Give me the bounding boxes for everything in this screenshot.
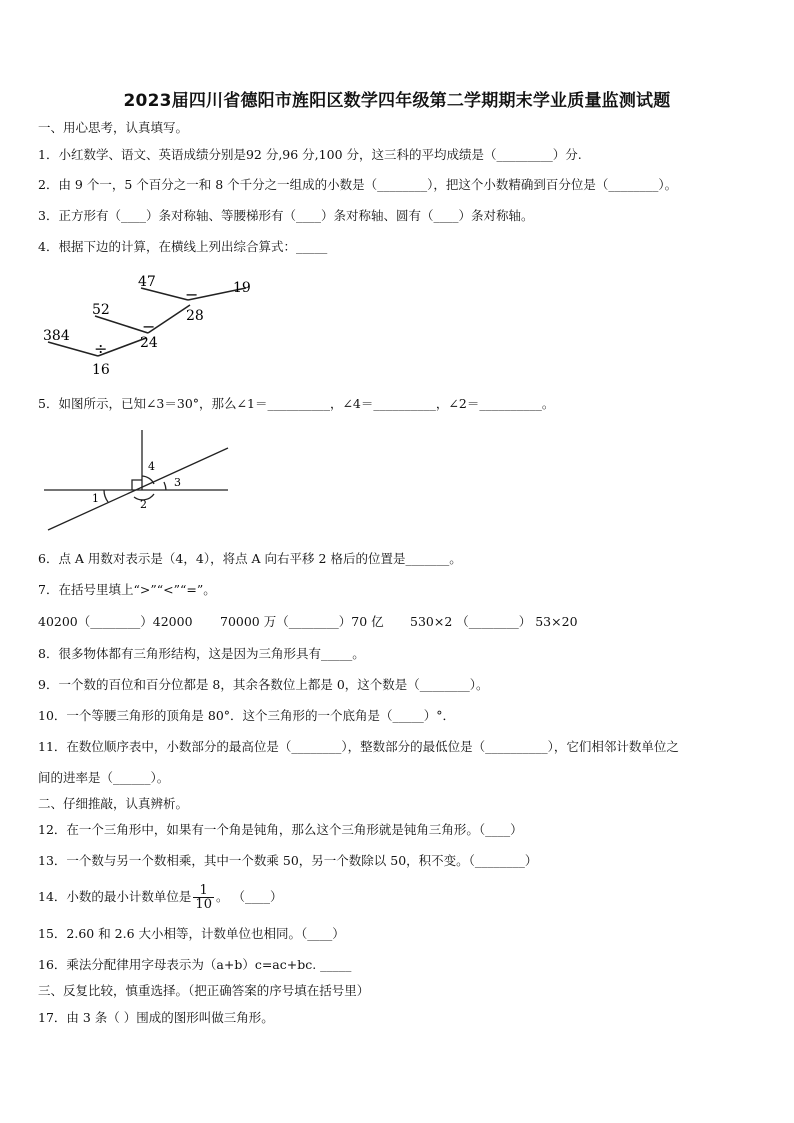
number-28: 28 [186,308,204,324]
number-16: 16 [92,362,110,378]
number-19: 19 [233,280,251,296]
question-10: 10．一个等腰三角形的顶角是 80°．这个三角形的一个底角是（_____）°． [38,708,456,723]
number-47: 47 [138,274,156,290]
question-5: 5．如图所示，已知∠3＝30°，那么∠1＝__________，∠4＝__________，∠2＝__________。 [38,396,555,411]
question-13: 13．一个数与另一个数相乘，其中一个数乘 50，另一个数除以 50，积不变。（________） [38,853,538,868]
question-16: 16．乘法分配律用字母表示为（a+b）c=ac+bc. _____ [38,957,352,972]
question-17: 17．由 3 条（ ）围成的图形叫做三角形。 [38,1010,274,1025]
question-1: 1．小红数学、语文、英语成绩分别是92 分,96 分,100 分，这三科的平均成绩是（_________）分. [38,147,582,162]
number-52: 52 [92,302,110,318]
fraction-numerator: 1 [193,884,214,898]
angle-1-arc [104,490,108,502]
question-14 [38,880,282,914]
page-title: 2023届四川省德阳市旌阳区数学四年级第二学期期末学业质量监测试题 [123,91,671,111]
question-3: 3．正方形有（____）条对称轴、等腰梯形有（____）条对称轴、圆有（____）条对称轴。 [38,208,534,223]
minus-sign-1: − [185,285,199,304]
angle-2-label: 2 [140,498,147,511]
divide-sign: ÷ [94,339,108,358]
minus-sign-2: − [142,317,156,336]
question-7-part-c: 530×2 （________） 53×20 [410,614,578,629]
question-9: 9．一个数的百位和百分位都是 8，其余各数位上都是 0，这个数是（________）。 [38,677,489,692]
question-8: 8．很多物体都有三角形结构，这是因为三角形具有_____。 [38,646,365,661]
fraction-one-tenth [193,884,214,911]
question-12: 12．在一个三角形中，如果有一个角是钝角，那么这个三角形就是钝角三角形。（____） [38,822,523,837]
angle-3-arc [164,482,166,490]
section-2-heading: 二、仔细推敲，认真辨析。 [38,796,189,811]
section-1-heading: 一、用心思考，认真填写。 [38,120,189,135]
question-11-line-1: 11．在数位顺序表中，小数部分的最高位是（________），整数部分的最低位是（__________），它们相邻计数单位之 [38,739,679,754]
question-11-line-2: 间的进率是（______）。 [38,770,170,785]
angle-diagram [38,426,238,536]
question-14-answer: 。 （____） [215,889,283,904]
line-52 [95,316,148,333]
number-384: 384 [43,328,70,344]
question-7: 7．在括号里填上“>”“<”“=”。 [38,582,216,597]
angle-4-label: 4 [148,460,155,473]
question-15: 15．2.60 和 2.6 大小相等，计数单位也相同。（____） [38,926,345,941]
question-2: 2．由 9 个一，5 个百分之一和 8 个千分之一组成的小数是（________），把这个小数精确到百分位是（________）。 [38,177,678,192]
question-14-text: 14．小数的最小计数单位是 [38,889,192,904]
number-24: 24 [140,335,158,351]
angle-1-label: 1 [92,492,99,505]
fraction-denominator: 10 [195,897,212,912]
question-4: 4．根据下边的计算，在横线上列出综合算式：_____ [38,239,328,254]
question-7-part-a: 40200（________）42000 [38,614,193,629]
line-384 [48,342,98,356]
calculation-diagram [38,270,268,380]
section-3-heading: 三、反复比较，慎重选择。（把正确答案的序号填在括号里） [38,983,370,998]
angle-3-label: 3 [174,476,181,489]
question-7-part-b: 70000 万（________）70 亿 [220,614,384,629]
diagonal-line [48,448,228,530]
question-6: 6．点 A 用数对表示是（4，4），将点 A 向右平移 2 格后的位置是_______。 [38,551,462,566]
